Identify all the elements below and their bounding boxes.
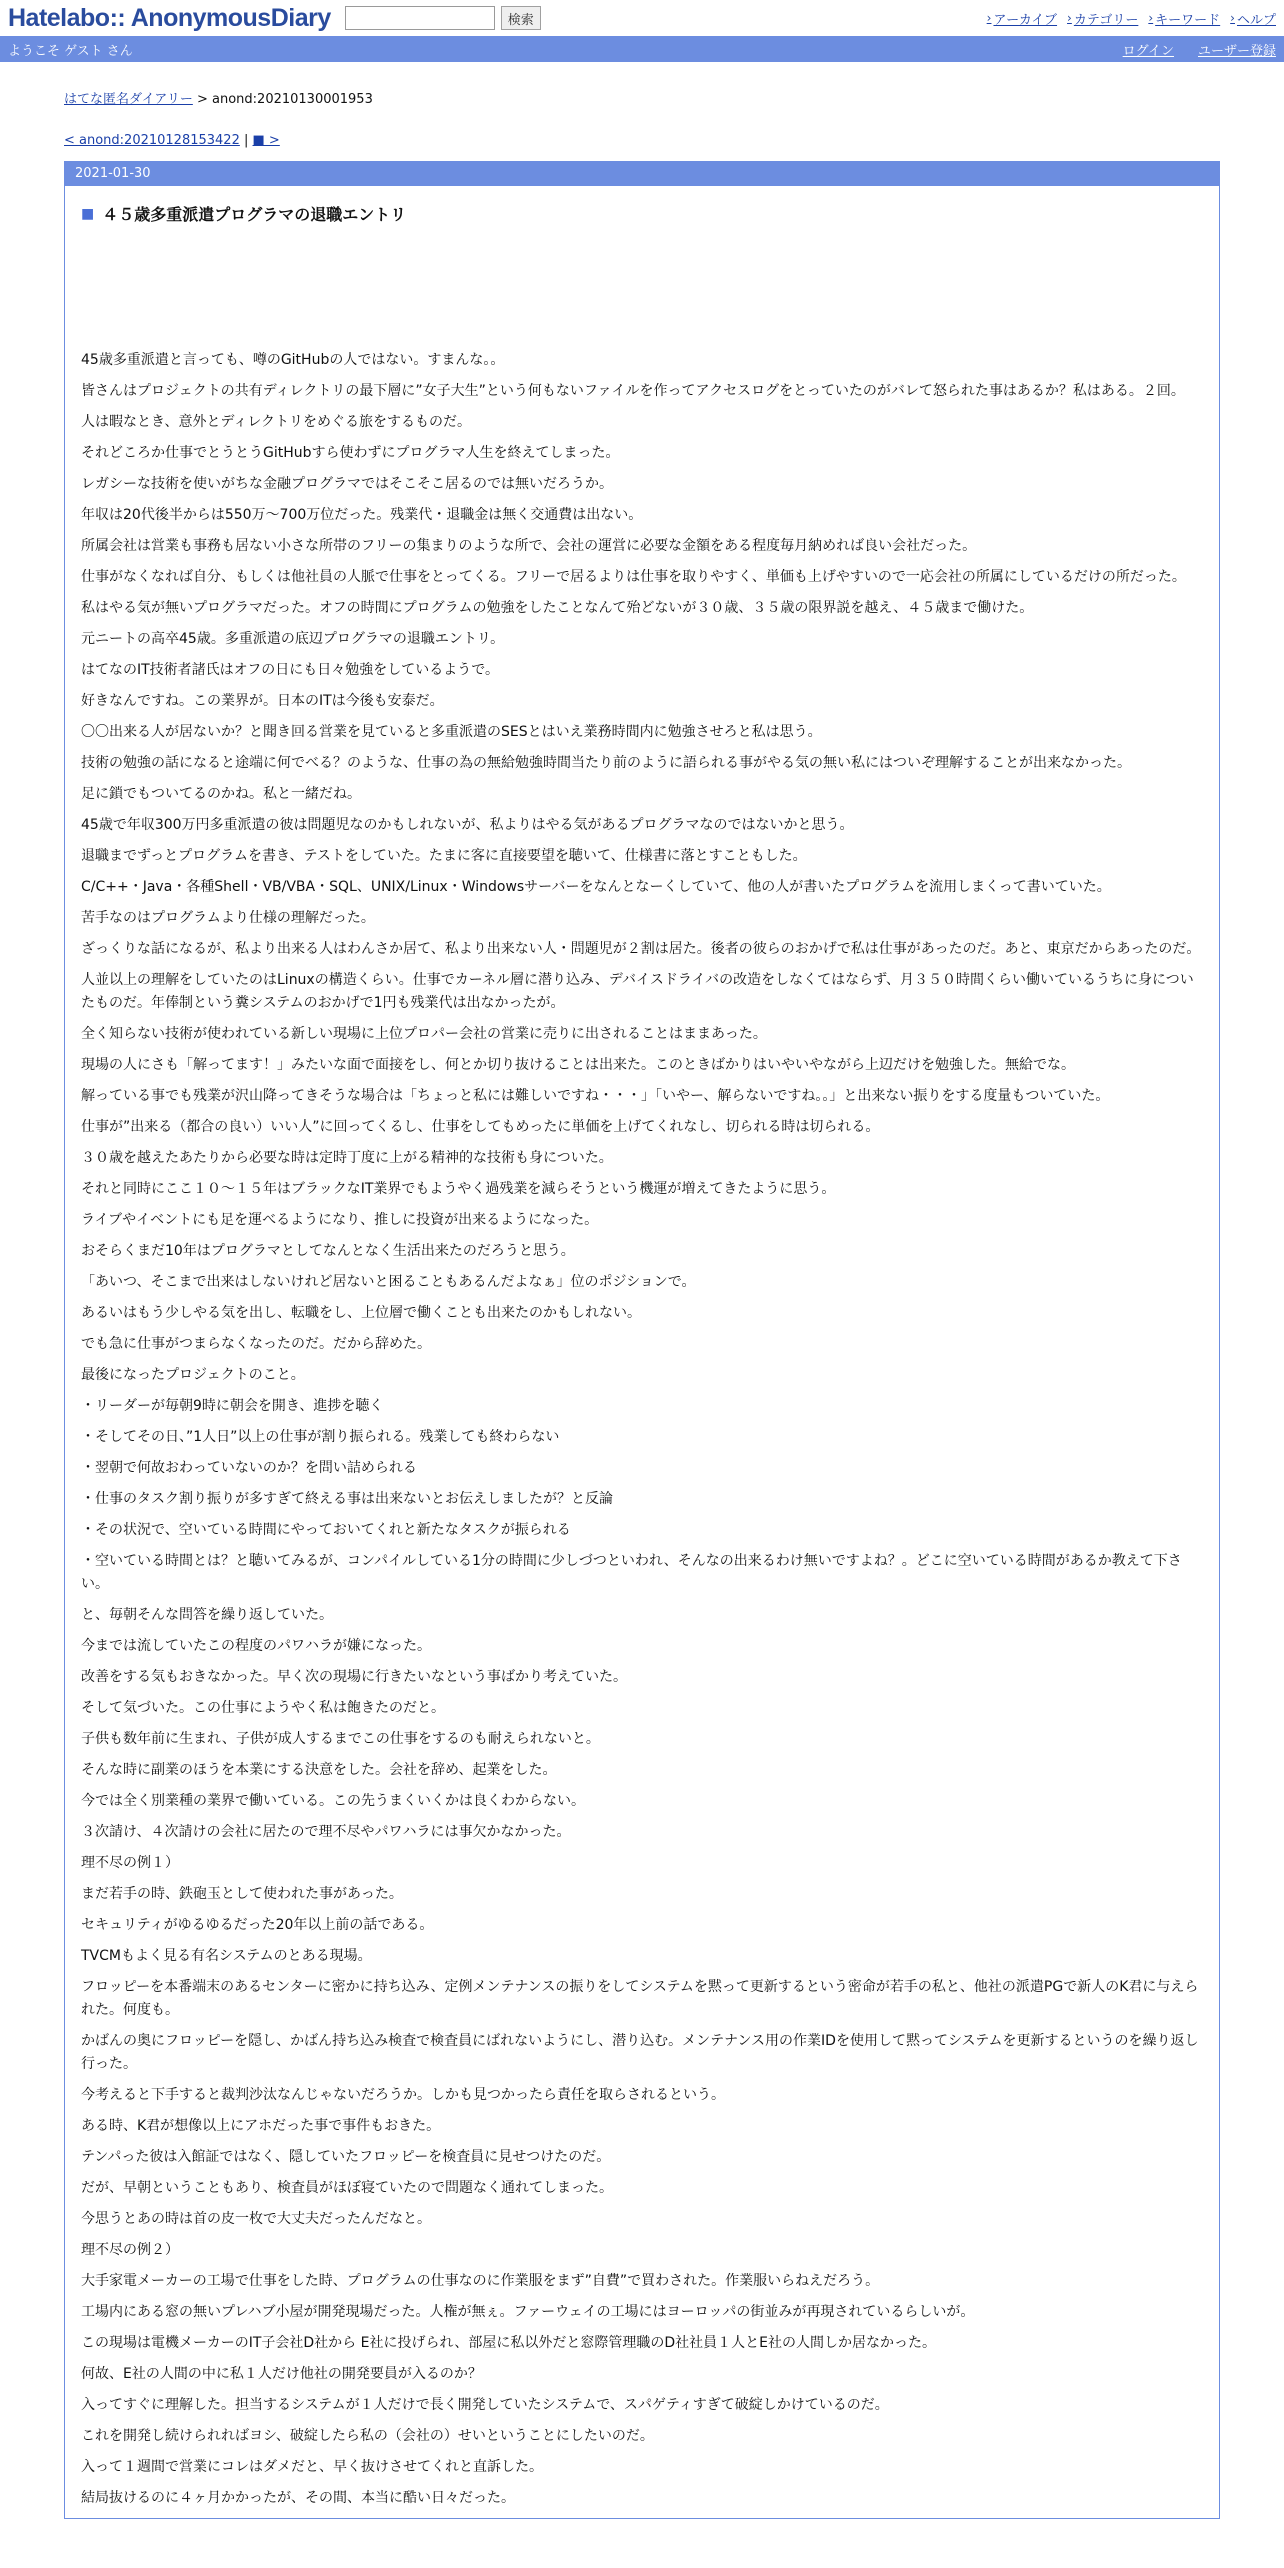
chevron-right-icon: › [1148, 11, 1154, 25]
day-date: 2021-01-30 [65, 161, 1219, 186]
entry-paragraph: 今では全く別業種の業界で働いている。この先うまくいくかは良くわからない。 [81, 1793, 585, 1809]
entry-paragraph: そんな時に副業のほうを本業にする決意をした。会社を辞め、起業をした。 [81, 1762, 557, 1778]
entry-paragraph: 現場の人にさも「解ってます！」みたいな面で面接をし、何とか切り抜けることは出来た。このときばかりはいやいやながら上辺だけを勉強した。無給でな。 [81, 1057, 1075, 1073]
pager-separator: | [239, 133, 253, 148]
entry-paragraph: 年収は20代後半からは550万～700万位だった。残業代・退職金は無く交通費は出ない。 [81, 507, 643, 523]
top-bar [0, 0, 1284, 36]
entry-paragraph: ライブやイベントにも足を運べるようになり、推しに投資が出来るようになった。 [81, 1212, 599, 1228]
entry-paragraph: 仕事がなくなれば自分、もしくは他社員の人脈で仕事をとってくる。フリーで居るよりは仕事を取りやすく、単価も上げやすいので一応会社の所属にしているだけの所だった。 [81, 569, 1186, 585]
entry-paragraph: 子供も数年前に生まれ、子供が成人するまでこの仕事をするのも耐えられないと。 [81, 1731, 600, 1747]
entry-paragraph: 仕事が”出来る（都合の良い）いい人”に回ってくるし、仕事をしてもめったに単価を上げてくれなし、切られる時は切られる。 [81, 1119, 880, 1135]
entry-paragraph: 退職までずっとプログラムを書き、テストをしていた。たまに客に直接要望を聴いて、仕様書に落とすこともした。 [81, 848, 807, 864]
entry-paragraph: 理不尽の例１） [81, 1855, 179, 1871]
entry [65, 186, 1219, 2510]
entry-paragraph: TVCMもよく見る有名システムのとある現場。 [81, 1948, 372, 1964]
entry-paragraph: 改善をする気もおきなかった。早く次の現場に行きたいなという事ばかり考えていた。 [81, 1669, 627, 1685]
entry-paragraph: それどころか仕事でとうとうGitHubすら使わずにプログラマ人生を終えてしまった。 [81, 445, 620, 461]
nav-help-link[interactable]: › ヘルプ [1230, 11, 1276, 28]
entry-paragraph: ・翌朝で何故おわっていないのか？を問い詰められる [81, 1460, 417, 1476]
entry-paragraph: 「あいつ、そこまで出来はしないけれど居ないと困ることもあるんだよなぁ」位のポジションで。 [81, 1274, 696, 1290]
entry-paragraph: 苦手なのはプログラムより仕様の理解だった。 [81, 910, 375, 926]
entry-paragraph: だが、早朝ということもあり、検査員がほぼ寝ていたので問題なく通れてしまった。 [81, 2180, 613, 2196]
entry-paragraph: 工場内にある窓の無いプレハブ小屋が開発現場だった。人権が無ぇ。ファーウェイの工場にはヨーロッパの街並みが再現されているらしいが。 [81, 2304, 975, 2320]
search-input[interactable] [345, 6, 495, 30]
main-content [0, 88, 1284, 2519]
entry-paragraph: 全く知らない技術が使われている新しい現場に上位プロパー会社の営業に売りに出されることはままあった。 [81, 1026, 767, 1042]
entry-paragraph: C/C++・Java・各種Shell・VB/VBA・SQL、UNIX/Linux・Windowsサーバーをなんとなーくしていて、他の人が書いたプログラムを流用しまくって書いていた。 [81, 879, 1111, 895]
entry-paragraph: 所属会社は営業も事務も居ない小さな所帯のフリーの集まりのような所で、会社の運営に必要な金額をある程度毎月納めれば良い会社だった。 [81, 538, 977, 554]
site-logo[interactable]: Hatelabo:: AnonymousDiary [8, 3, 331, 32]
entry-paragraph: テンパった彼は入館証ではなく、隠していたフロッピーを検査員に見せつけたのだ。 [81, 2149, 611, 2165]
ad-space [81, 225, 1203, 349]
welcome-text: ようこそ ゲスト さん [8, 43, 133, 59]
entry-paragraph: この現場は電機メーカーのIT子会社D社から E社に投げられ、部屋に私以外だと窓際管理職のD社社員１人とE社の人間しか居なかった。 [81, 2335, 936, 2351]
entry-paragraph: ・仕事のタスク割り振りが多すぎて終える事は出来ないとお伝えしましたが？と反論 [81, 1491, 613, 1507]
entry-paragraph: ・そしてその日、”1人日”以上の仕事が割り振られる。残業しても終わらない [81, 1429, 560, 1445]
entry-paragraph: 好きなんですね。この業界が。日本のITは今後も安泰だ。 [81, 693, 444, 709]
entry-paragraph: まだ若手の時、鉄砲玉として使われた事があった。 [81, 1886, 403, 1902]
entry-paragraph: 入って１週間で営業にコレはダメだと、早く抜けさせてくれと直訴した。 [81, 2459, 543, 2475]
entry-paragraph: おそらくまだ10年はプログラマとしてなんとなく生活出来たのだろうと思う。 [81, 1243, 575, 1259]
entry-paragraph: と、毎朝そんな問答を繰り返していた。 [81, 1607, 333, 1623]
chevron-right-icon: › [1067, 11, 1072, 25]
entry-paragraph: 理不尽の例２） [81, 2242, 179, 2258]
day-section [64, 161, 1220, 2519]
entry-paragraph: 最後になったプロジェクトのこと。 [81, 1367, 305, 1383]
entry-paragraph: セキュリティがゆるゆるだった20年以上前の話である。 [81, 1917, 434, 1933]
entry-permalink-icon[interactable]: ■ [81, 205, 95, 222]
entry-paragraph: 大手家電メーカーの工場で仕事をした時、プログラムの仕事なのに作業服をまず”自費”で買わされた。作業服いらねえだろう。 [81, 2273, 880, 2289]
entry-title-text: ４５歳多重派遣プログラマの退職エントリ [102, 205, 407, 224]
entry-paragraph: 足に鎖でもついてるのかね。私と一緒だね。 [81, 786, 361, 802]
entry-paragraph: それと同時にここ１０～１５年はブラックなIT業界でもようやく過残業を減らそうという機運が増えてきたように思う。 [81, 1181, 836, 1197]
entry-paragraph: 今思うとあの時は首の皮一枚で大丈夫だったんだなと。 [81, 2211, 431, 2227]
breadcrumb [64, 88, 1220, 107]
search-button[interactable]: 検索 [501, 6, 541, 30]
entry-paragraph: レガシーな技術を使いがちな金融プログラマではそこそこ居るのでは無いだろうか。 [81, 476, 613, 492]
entry-paragraph: これを開発し続けられればヨシ、破綻したら私の（会社の）せいということにしたいのだ。 [81, 2428, 654, 2444]
entry-paragraph: ざっくりな話になるが、私より出来る人はわんさか居て、私より出来ない人・問題児が２割は居た。後者の彼らのおかげで私は仕事があったのだ。あと、東京だからあったのだ。 [81, 941, 1201, 957]
nav-category-link[interactable]: › カテゴリー [1067, 11, 1139, 28]
entry-paragraph: 今までは流していたこの程度のパワハラが嫌になった。 [81, 1638, 431, 1654]
entry-paragraph: フロッピーを本番端末のあるセンターに密かに持ち込み、定例メンテナンスの振りをしてシステムを黙って更新するという密命が若手の私と、他社の派遣PGで新人のK君に与えられた。何度も。 [81, 1979, 1199, 2018]
entry-paragraph: 皆さんはプロジェクトの共有ディレクトリの最下層に”女子大生”という何もないファイルを作ってアクセスログをとっていたのがバレて怒られた事はあるか？私はある。２回。 [81, 383, 1185, 399]
login-link[interactable]: ログイン [1122, 43, 1174, 59]
entry-paragraph: でも急に仕事がつまらなくなったのだ。だから辞めた。 [81, 1336, 431, 1352]
breadcrumb-separator: > [192, 92, 213, 107]
entry-paragraph: ・リーダーが毎朝9時に朝会を開き、進捗を聴く [81, 1398, 384, 1414]
entry-paragraph: 元ニートの高卒45歳。多重派遣の底辺プログラマの退職エントリ。 [81, 631, 505, 647]
register-link[interactable]: ユーザー登録 [1197, 43, 1276, 59]
entry-paragraph: ・空いている時間とは？と聴いてみるが、コンパイルしている1分の時間に少しづつといわれ、そんなの出来るわけ無いですよね？。どこに空いている時間があるか教えて下さい。 [81, 1553, 1182, 1592]
entry-paragraph: 何故、E社の人間の中に私１人だけ他社の開発要員が入るのか？ [81, 2366, 482, 2382]
entry-paragraph: 人並以上の理解をしていたのはLinuxの構造くらい。仕事でカーネル層に潜り込み、デバイスドライバの改造をしなくてはならず、月３５０時間くらい働いているうちに身についたものだ。年俸制という糞システムのおかげで1円も残業代は出なかったが。 [81, 972, 1194, 1011]
breadcrumb-home-link[interactable]: はてな匿名ダイアリー [64, 92, 193, 107]
next-entry-link[interactable]: ■ > [252, 133, 280, 148]
entry-paragraph: 結局抜けるのに４ヶ月かかったが、その間、本当に酷い日々だった。 [81, 2490, 515, 2506]
entry-paragraph: 今考えると下手すると裁判沙汰なんじゃないだろうか。しかも見つかったら責任を取らされるという。 [81, 2087, 725, 2103]
user-bar [0, 36, 1284, 62]
entry-paragraph: ３０歳を越えたあたりから必要な時は定時丁度に上がる精神的な技術も身についた。 [81, 1150, 613, 1166]
entry-paragraph: そして気づいた。この仕事にようやく私は飽きたのだと。 [81, 1700, 445, 1716]
top-nav [987, 9, 1276, 28]
entry-paragraph: 〇〇出来る人が居ないか？と聞き回る営業を見ていると多重派遣のSESとはいえ業務時間内に勉強させろと私は思う。 [81, 724, 822, 740]
nav-keyword-link[interactable]: › キーワード [1148, 11, 1221, 28]
entry-paragraph: 入ってすぐに理解した。担当するシステムが１人だけで長く開発していたシステムで、スパゲティすぎて破綻しかけているのだ。 [81, 2397, 889, 2413]
chevron-right-icon: › [1230, 11, 1235, 25]
entry-pager [64, 133, 1220, 148]
nav-archive-link[interactable]: › アーカイブ [986, 11, 1058, 28]
entry-body [81, 349, 1203, 2510]
entry-paragraph: あるいはもう少しやる気を出し、転職をし、上位層で働くことも出来たのかもしれない。 [81, 1305, 641, 1321]
chevron-right-icon: › [986, 11, 992, 25]
entry-paragraph: 45歳多重派遣と言っても、噂のGitHubの人ではない。すまんな。。 [81, 352, 505, 368]
entry-paragraph: 解っている事でも残業が沢山降ってきそうな場合は「ちょっと私には難しいですね・・・」「いやー、解らないですね。。」と出来ない振りをする度量もついていた。 [81, 1088, 1110, 1104]
entry-paragraph: 人は暇なとき、意外とディレクトリをめぐる旅をするものだ。 [81, 414, 472, 430]
entry-paragraph: はてなのIT技術者諸氏はオフの日にも日々勉強をしているようで。 [81, 662, 499, 678]
entry-paragraph: 私はやる気が無いプログラマだった。オフの時間にプログラムの勉強をしたことなんて殆どないが３０歳、３５歳の限界説を越え、４５歳まで働けた。 [81, 600, 1034, 616]
entry-title [81, 202, 1203, 225]
entry-paragraph: 45歳で年収300万円多重派遣の彼は問題児なのかもしれないが、私よりはやる気があるプログラマなのではないかと思う。 [81, 817, 854, 833]
breadcrumb-current: anond:20210130001953 [212, 92, 373, 107]
entry-paragraph: かばんの奥にフロッピーを隠し、かばん持ち込み検査で検査員にばれないようにし、潜り込む。メンテナンス用の作業IDを使用して黙ってシステムを更新するというのを繰り返し行った。 [81, 2033, 1199, 2072]
entry-paragraph: ・その状況で、空いている時間にやっておいてくれと新たなタスクが振られる [81, 1522, 571, 1538]
prev-entry-link[interactable]: < anond:20210128153422 [64, 133, 240, 148]
entry-paragraph: ３次請け、４次請けの会社に居たので理不尽やパワハラには事欠かなかった。 [81, 1824, 571, 1840]
entry-paragraph: 技術の勉強の話になると途端に何でべる？のような、仕事の為の無給勉強時間当たり前のように語られる事がやる気の無い私にはついぞ理解することが出来なかった。 [81, 755, 1131, 771]
entry-paragraph: ある時、K君が想像以上にアホだった事で事件もおきた。 [81, 2118, 441, 2134]
